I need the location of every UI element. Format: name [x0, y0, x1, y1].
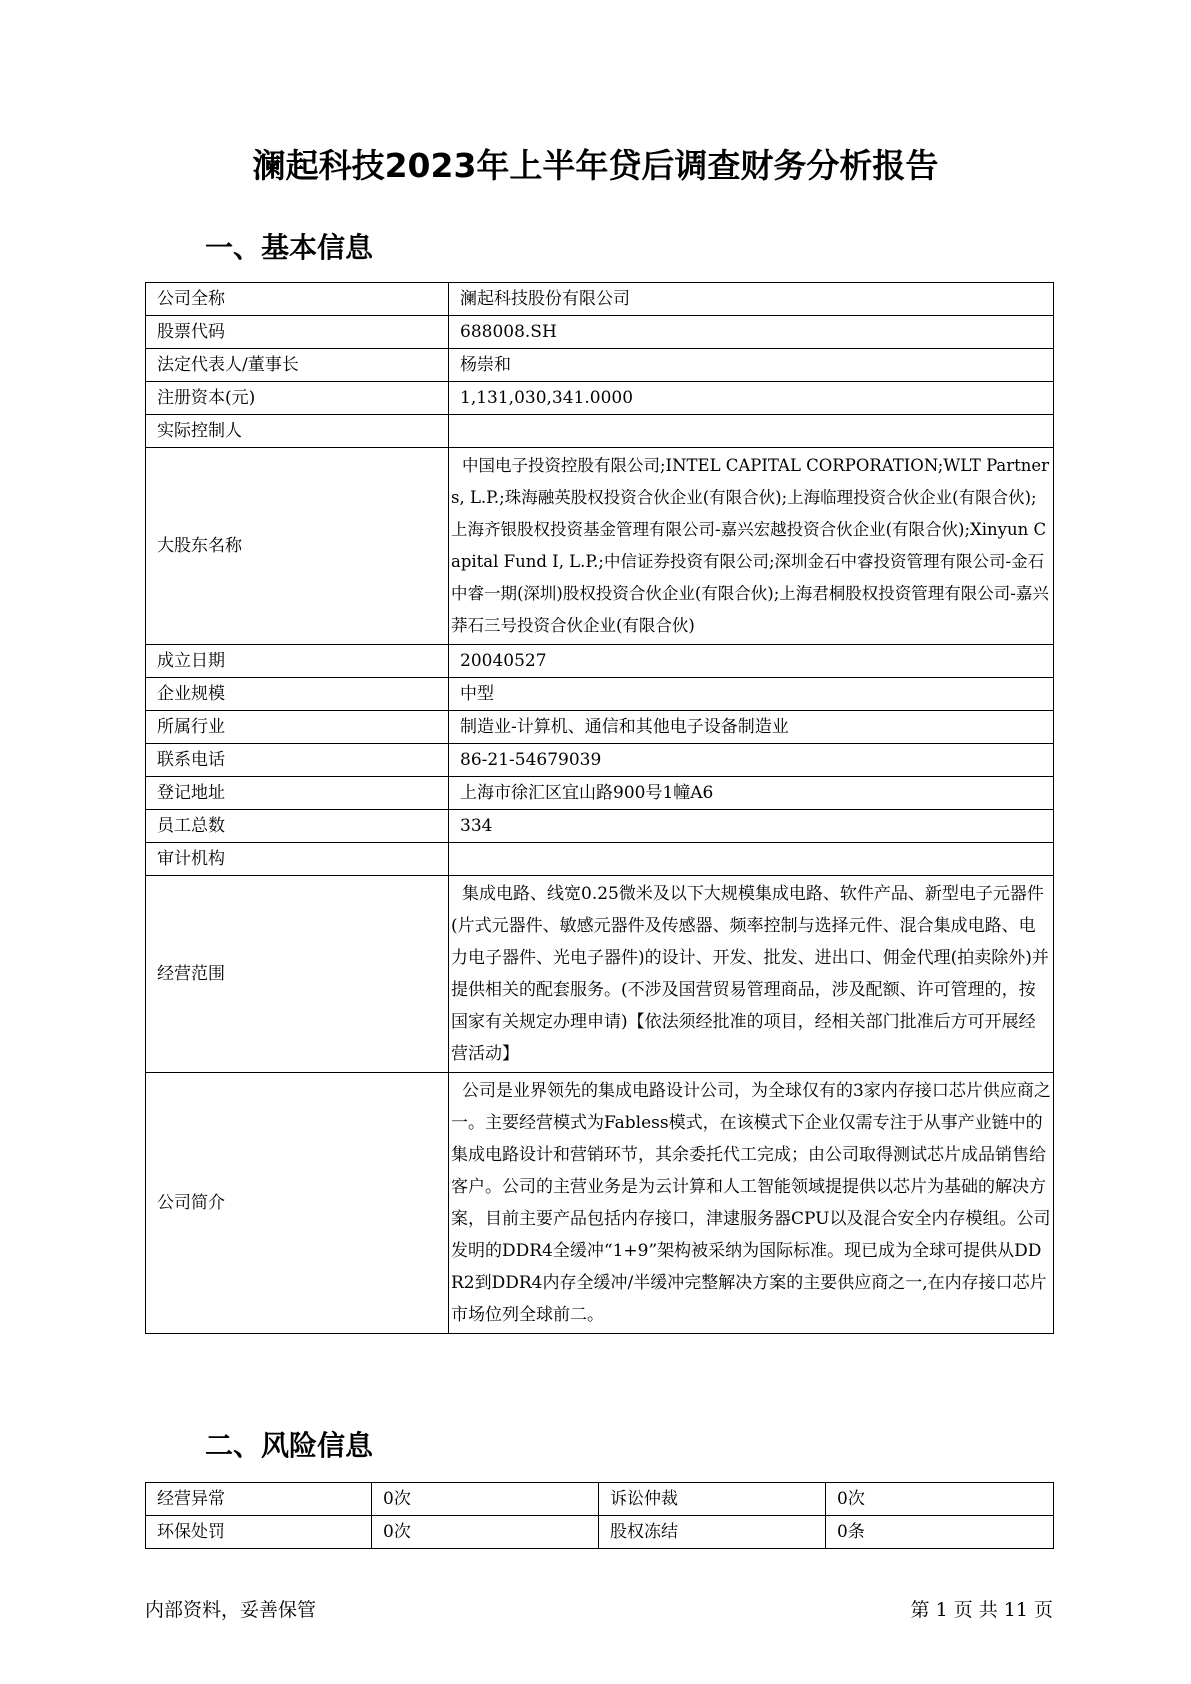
table-row	[146, 777, 1054, 810]
field-value: 86-21-54679039	[449, 744, 1054, 777]
field-value: 中国电子投资控股有限公司;INTEL CAPITAL CORPORATION;WLT Partners, L.P.;珠海融英股权投资合伙企业(有限合伙);上海临理投资合伙企业(有限合伙);上海齐银股权投资基金管理有限公司-嘉兴宏越投资合伙企业(有限合伙);Xinyun Capital Fund I, L.P.;中信证券投资有限公司;深圳金石中睿投资管理有限公司-金石中睿一期(深圳)股权投资合伙企业(有限合伙);上海君桐股权投资管理有限公司-嘉兴莽石三号投资合伙企业(有限合伙)	[449, 448, 1054, 645]
risk-info-table	[145, 1482, 1054, 1549]
field-label: 经营异常	[146, 1483, 372, 1516]
field-value: 制造业-计算机、通信和其他电子设备制造业	[449, 711, 1054, 744]
field-value: 688008.SH	[449, 316, 1054, 349]
field-label: 股权冻结	[599, 1516, 826, 1549]
field-value	[449, 843, 1054, 876]
table-row	[146, 645, 1054, 678]
table-row	[146, 711, 1054, 744]
field-label: 实际控制人	[146, 415, 449, 448]
field-value: 0次	[826, 1483, 1054, 1516]
field-value: 20040527	[449, 645, 1054, 678]
field-value: 公司是业界领先的集成电路设计公司，为全球仅有的3家内存接口芯片供应商之一。主要经营模式为Fabless模式，在该模式下企业仅需专注于从事产业链中的集成电路设计和营销环节，其余委托代工完成；由公司取得测试芯片成品销售给客户。公司的主营业务是为云计算和人工智能领域提提供以芯片为基础的解决方案，目前主要产品包括内存接口，津逮服务器CPU以及混合安全内存模组。公司发明的DDR4全缓冲“1+9”架构被采纳为国际标准。现已成为全球可提供从DDR2到DDR4内存全缓冲/半缓冲完整解决方案的主要供应商之一,在内存接口芯片市场位列全球前二。	[449, 1073, 1054, 1334]
field-label: 审计机构	[146, 843, 449, 876]
table-row	[146, 1073, 1054, 1334]
table-row	[146, 744, 1054, 777]
table-row	[146, 316, 1054, 349]
field-label: 公司简介	[146, 1073, 449, 1334]
footer-page-number: 第 1 页 共 11 页	[910, 1599, 1053, 1621]
field-value: 1,131,030,341.0000	[449, 382, 1054, 415]
field-label: 法定代表人/董事长	[146, 349, 449, 382]
field-value: 澜起科技股份有限公司	[449, 283, 1054, 316]
field-label: 所属行业	[146, 711, 449, 744]
field-value: 集成电路、线宽0.25微米及以下大规模集成电路、软件产品、新型电子元器件(片式元器件、敏感元器件及传感器、频率控制与选择元件、混合集成电路、电力电子器件、光电子器件)的设计、开发、批发、进出口、佣金代理(拍卖除外)并提供相关的配套服务。(不涉及国营贸易管理商品，涉及配额、许可管理的，按国家有关规定办理申请)【依法须经批准的项目，经相关部门批准后方可开展经营活动】	[449, 876, 1054, 1073]
table-row	[146, 448, 1054, 645]
field-value: 0次	[372, 1483, 599, 1516]
field-label: 联系电话	[146, 744, 449, 777]
section-heading-basic-info: 一、基本信息	[205, 231, 374, 264]
table-row	[146, 678, 1054, 711]
table-row	[146, 810, 1054, 843]
field-label: 成立日期	[146, 645, 449, 678]
table-row	[146, 415, 1054, 448]
table-row	[146, 283, 1054, 316]
field-label: 员工总数	[146, 810, 449, 843]
table-row	[146, 1483, 1054, 1516]
field-label: 公司全称	[146, 283, 449, 316]
section-heading-risk-info: 二、风险信息	[205, 1429, 374, 1462]
field-value: 中型	[449, 678, 1054, 711]
table-row	[146, 382, 1054, 415]
basic-info-table	[145, 282, 1054, 1334]
field-value: 334	[449, 810, 1054, 843]
document-title: 澜起科技2023年上半年贷后调查财务分析报告	[252, 146, 939, 185]
field-label: 环保处罚	[146, 1516, 372, 1549]
table-row	[146, 843, 1054, 876]
field-value: 0次	[372, 1516, 599, 1549]
field-value: 上海市徐汇区宜山路900号1幢A6	[449, 777, 1054, 810]
field-label: 诉讼仲裁	[599, 1483, 826, 1516]
field-value	[449, 415, 1054, 448]
field-label: 经营范围	[146, 876, 449, 1073]
field-label: 企业规模	[146, 678, 449, 711]
field-label: 注册资本(元)	[146, 382, 449, 415]
field-label: 大股东名称	[146, 448, 449, 645]
field-value: 杨崇和	[449, 349, 1054, 382]
table-row	[146, 876, 1054, 1073]
field-label: 股票代码	[146, 316, 449, 349]
table-row	[146, 1516, 1054, 1549]
table-row	[146, 349, 1054, 382]
field-label: 登记地址	[146, 777, 449, 810]
footer-confidential-note: 内部资料，妥善保管	[145, 1599, 317, 1621]
field-value: 0条	[826, 1516, 1054, 1549]
